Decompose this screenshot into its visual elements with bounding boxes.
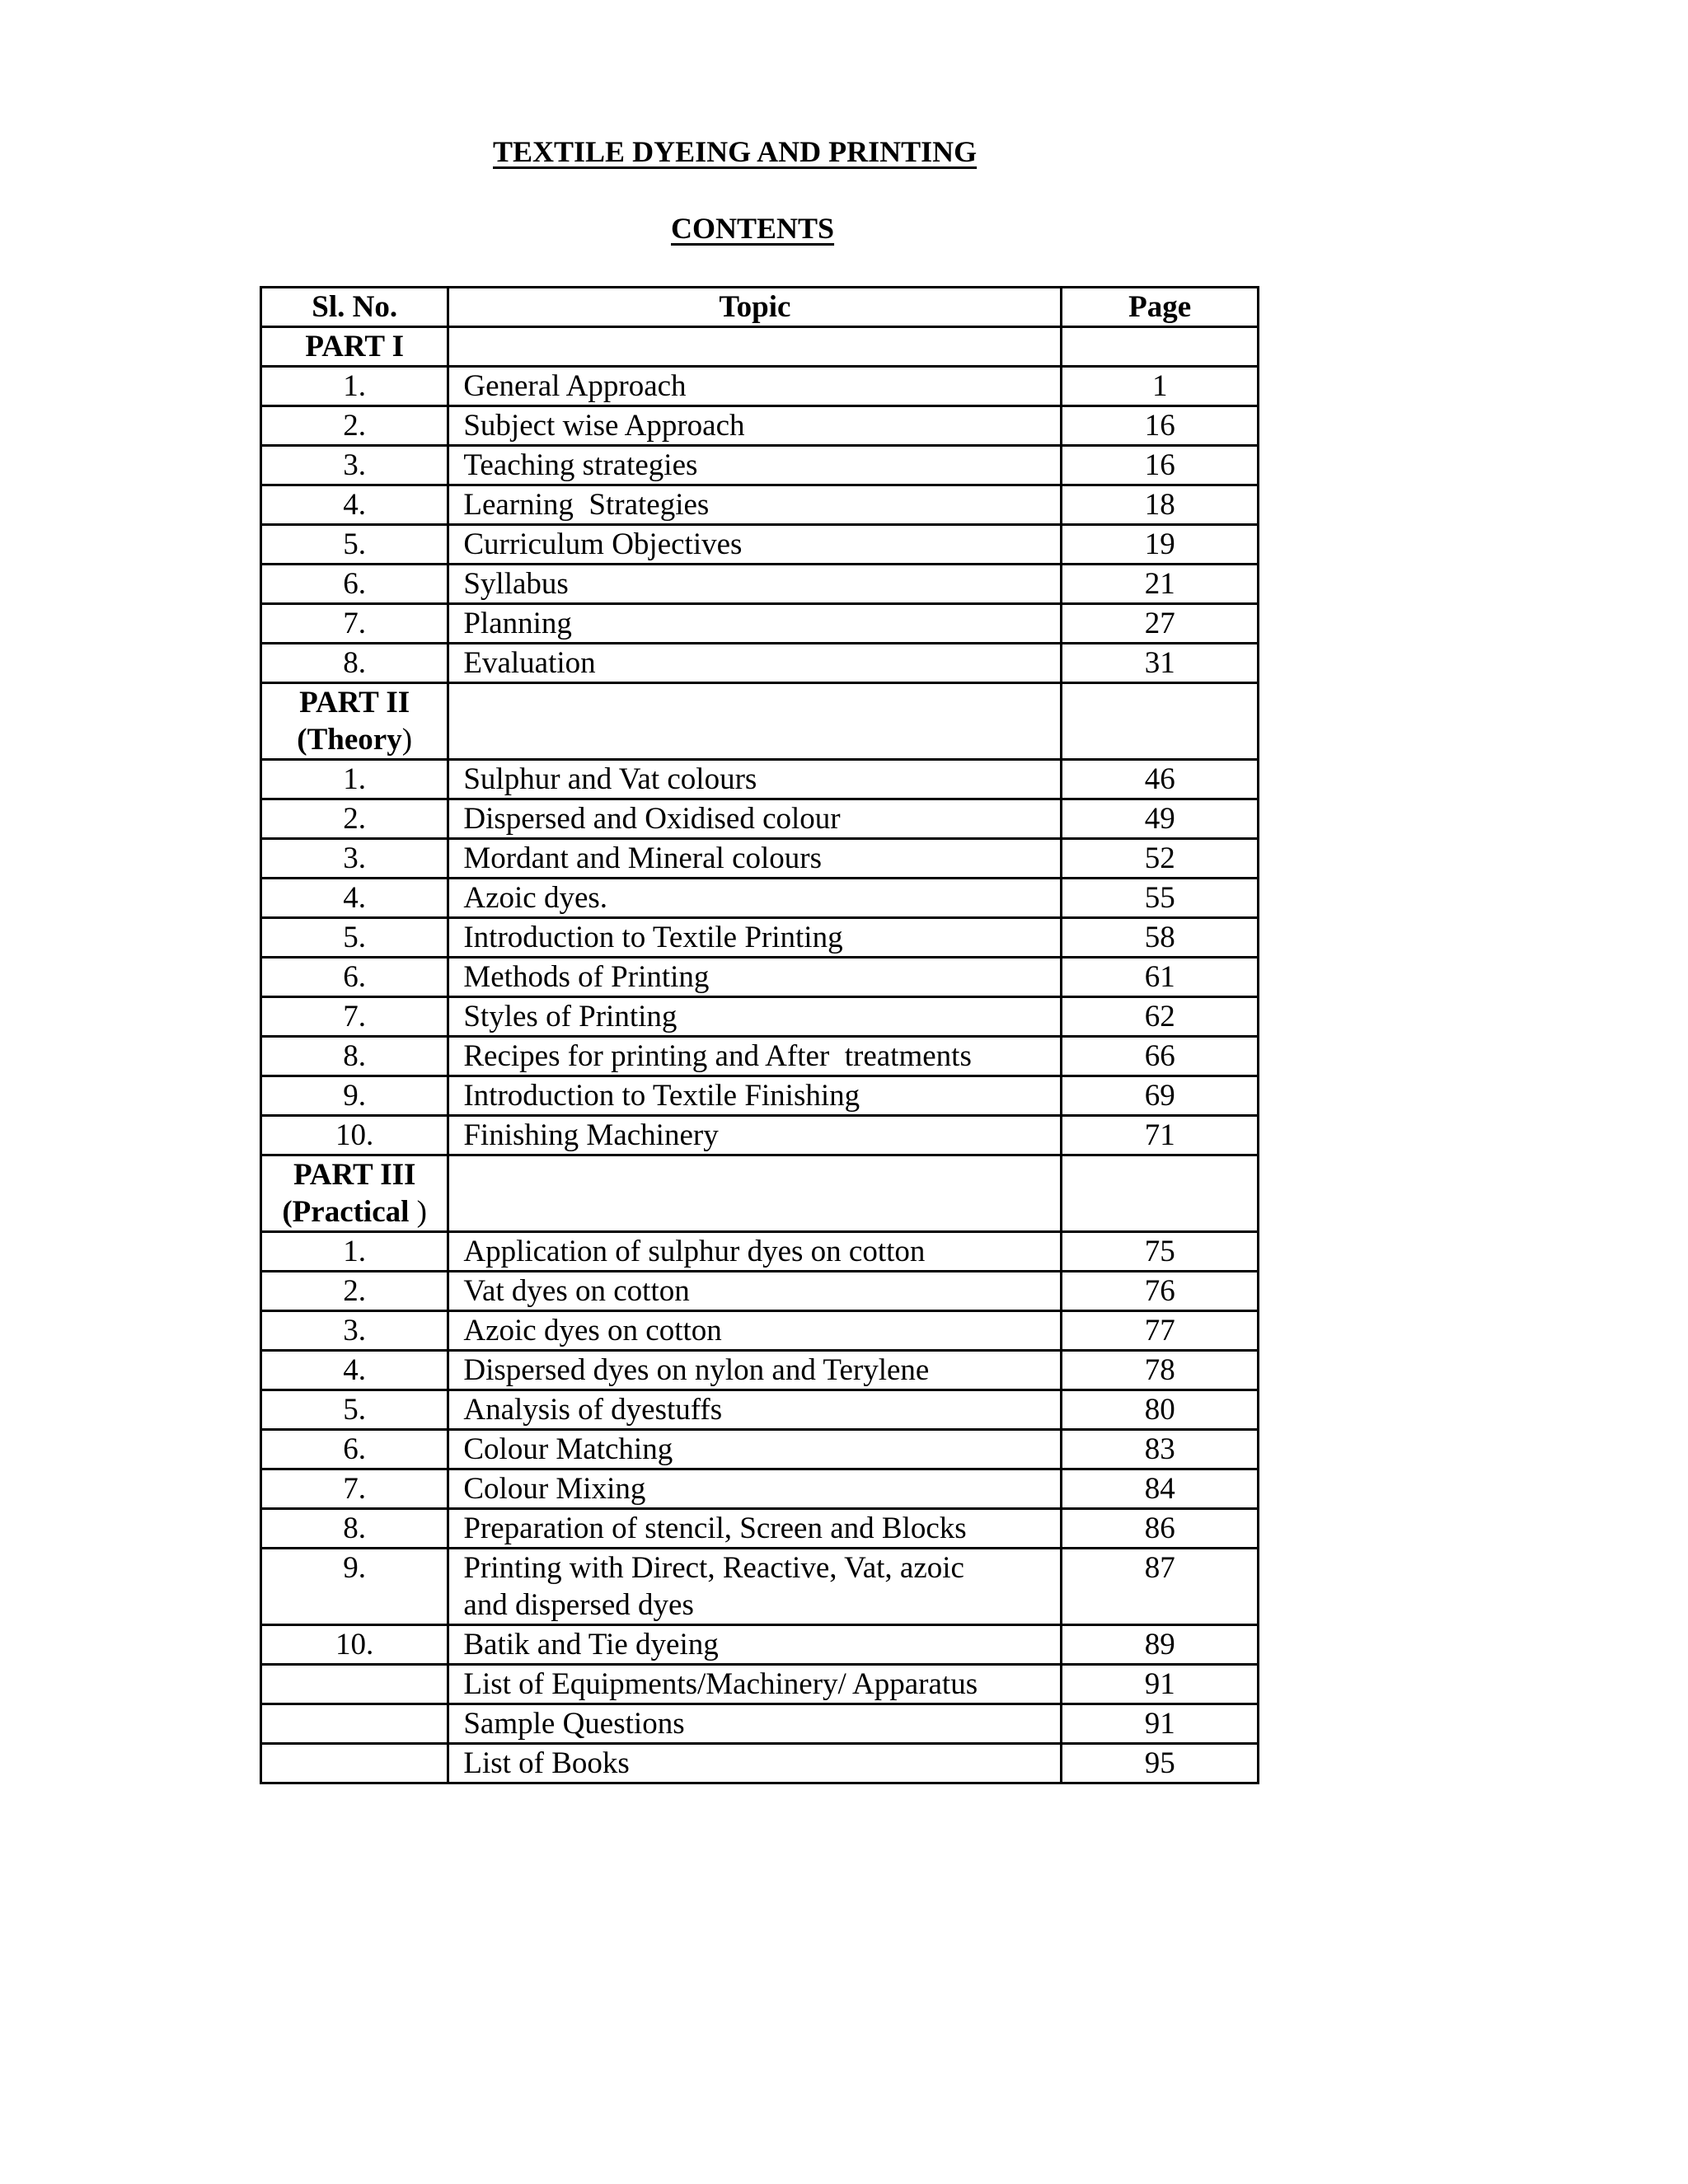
row-page: 55 bbox=[1062, 879, 1259, 918]
part-3-label bbox=[261, 1155, 448, 1232]
table-row bbox=[261, 997, 1259, 1037]
table-row bbox=[261, 1116, 1259, 1155]
table-row bbox=[261, 760, 1259, 799]
row-number: 8. bbox=[261, 1509, 448, 1549]
table-row bbox=[261, 1469, 1259, 1509]
row-topic-line-2: and dispersed dyes bbox=[463, 1588, 694, 1622]
row-page: 49 bbox=[1062, 799, 1259, 839]
row-topic-line-1: Printing with Direct, Reactive, Vat, azoic bbox=[463, 1551, 964, 1585]
table-row bbox=[261, 525, 1259, 565]
row-topic: Colour Matching bbox=[448, 1430, 1062, 1469]
table-row bbox=[261, 1311, 1259, 1351]
contents-table bbox=[260, 286, 1259, 1784]
row-topic: Curriculum Objectives bbox=[448, 525, 1062, 565]
table-row bbox=[261, 367, 1259, 406]
document-title: TEXTILE DYEING AND PRINTING bbox=[493, 135, 978, 168]
table-row bbox=[261, 958, 1259, 997]
row-number bbox=[261, 1744, 448, 1783]
empty-cell bbox=[1062, 1155, 1259, 1232]
row-page: 75 bbox=[1062, 1232, 1259, 1272]
empty-cell bbox=[448, 327, 1062, 367]
row-topic: Preparation of stencil, Screen and Blocks bbox=[448, 1509, 1062, 1549]
row-topic: Evaluation bbox=[448, 644, 1062, 683]
part-3-subtitle-text: (Practical bbox=[282, 1195, 410, 1229]
row-number: 7. bbox=[261, 1469, 448, 1509]
table-row bbox=[261, 644, 1259, 683]
row-topic: Dispersed and Oxidised colour bbox=[448, 799, 1062, 839]
part-2-subtitle bbox=[262, 721, 447, 758]
table-row bbox=[261, 604, 1259, 644]
row-page: 91 bbox=[1062, 1665, 1259, 1704]
row-topic: Planning bbox=[448, 604, 1062, 644]
row-number: 5. bbox=[261, 918, 448, 958]
header-page: Page bbox=[1062, 288, 1259, 327]
row-page: 58 bbox=[1062, 918, 1259, 958]
row-topic: Colour Mixing bbox=[448, 1469, 1062, 1509]
empty-cell bbox=[1062, 683, 1259, 760]
row-topic: Dispersed dyes on nylon and Terylene bbox=[448, 1351, 1062, 1390]
row-topic: List of Books bbox=[448, 1744, 1062, 1783]
row-page: 18 bbox=[1062, 485, 1259, 525]
row-page: 86 bbox=[1062, 1509, 1259, 1549]
row-page: 80 bbox=[1062, 1390, 1259, 1430]
row-number: 7. bbox=[261, 604, 448, 644]
row-number: 3. bbox=[261, 1311, 448, 1351]
row-topic: Sample Questions bbox=[448, 1704, 1062, 1744]
table-row bbox=[261, 1390, 1259, 1430]
row-page: 83 bbox=[1062, 1430, 1259, 1469]
row-page: 31 bbox=[1062, 644, 1259, 683]
row-number: 9. bbox=[261, 1549, 448, 1625]
empty-cell bbox=[448, 1155, 1062, 1232]
table-row bbox=[261, 1351, 1259, 1390]
row-page: 19 bbox=[1062, 525, 1259, 565]
row-number: 2. bbox=[261, 1272, 448, 1311]
header-sl-no: Sl. No. bbox=[261, 288, 448, 327]
row-number: 1. bbox=[261, 760, 448, 799]
row-topic: Analysis of dyestuffs bbox=[448, 1390, 1062, 1430]
row-page: 16 bbox=[1062, 446, 1259, 485]
row-topic: Azoic dyes. bbox=[448, 879, 1062, 918]
row-number: 3. bbox=[261, 839, 448, 879]
contents-heading: CONTENTS bbox=[671, 212, 835, 245]
table-row bbox=[261, 879, 1259, 918]
row-page: 71 bbox=[1062, 1116, 1259, 1155]
part-2-subtitle-text: (Theory bbox=[297, 723, 402, 757]
part-3-subtitle-close: ) bbox=[409, 1195, 427, 1229]
row-page: 78 bbox=[1062, 1351, 1259, 1390]
table-row bbox=[261, 1704, 1259, 1744]
part-row bbox=[261, 327, 1259, 367]
row-page: 52 bbox=[1062, 839, 1259, 879]
table-row bbox=[261, 446, 1259, 485]
header-row bbox=[261, 288, 1259, 327]
row-number: 7. bbox=[261, 997, 448, 1037]
table-row bbox=[261, 1744, 1259, 1783]
row-topic: Sulphur and Vat colours bbox=[448, 760, 1062, 799]
row-number: 9. bbox=[261, 1076, 448, 1116]
row-topic: Syllabus bbox=[448, 565, 1062, 604]
row-page: 66 bbox=[1062, 1037, 1259, 1076]
empty-cell bbox=[448, 683, 1062, 760]
row-number: 1. bbox=[261, 367, 448, 406]
table-row bbox=[261, 1232, 1259, 1272]
row-number bbox=[261, 1665, 448, 1704]
row-number: 8. bbox=[261, 1037, 448, 1076]
row-number: 4. bbox=[261, 485, 448, 525]
row-number: 2. bbox=[261, 406, 448, 446]
row-topic: Learning Strategies bbox=[448, 485, 1062, 525]
table-row bbox=[261, 406, 1259, 446]
part-2-label bbox=[261, 683, 448, 760]
row-topic: Azoic dyes on cotton bbox=[448, 1311, 1062, 1351]
row-page: 77 bbox=[1062, 1311, 1259, 1351]
row-topic: Vat dyes on cotton bbox=[448, 1272, 1062, 1311]
row-number: 5. bbox=[261, 1390, 448, 1430]
row-topic: Subject wise Approach bbox=[448, 406, 1062, 446]
table-row bbox=[261, 839, 1259, 879]
row-page: 16 bbox=[1062, 406, 1259, 446]
row-page: 76 bbox=[1062, 1272, 1259, 1311]
row-number: 8. bbox=[261, 644, 448, 683]
row-page: 69 bbox=[1062, 1076, 1259, 1116]
row-page: 21 bbox=[1062, 565, 1259, 604]
row-number: 1. bbox=[261, 1232, 448, 1272]
table-row bbox=[261, 1076, 1259, 1116]
table-row bbox=[261, 565, 1259, 604]
row-page: 84 bbox=[1062, 1469, 1259, 1509]
row-number: 6. bbox=[261, 565, 448, 604]
row-topic: List of Equipments/Machinery/ Apparatus bbox=[448, 1665, 1062, 1704]
row-number: 10. bbox=[261, 1116, 448, 1155]
table-row bbox=[261, 1665, 1259, 1704]
row-page: 61 bbox=[1062, 958, 1259, 997]
row-topic bbox=[448, 1549, 1062, 1625]
row-topic: Methods of Printing bbox=[448, 958, 1062, 997]
row-page: 27 bbox=[1062, 604, 1259, 644]
empty-cell bbox=[1062, 327, 1259, 367]
row-number: 6. bbox=[261, 1430, 448, 1469]
row-number: 3. bbox=[261, 446, 448, 485]
part-1-label: PART I bbox=[261, 327, 448, 367]
part-2-title: PART II bbox=[299, 686, 410, 719]
table-row bbox=[261, 1430, 1259, 1469]
row-page: 95 bbox=[1062, 1744, 1259, 1783]
row-page: 46 bbox=[1062, 760, 1259, 799]
row-number bbox=[261, 1704, 448, 1744]
row-topic: Mordant and Mineral colours bbox=[448, 839, 1062, 879]
row-topic: Styles of Printing bbox=[448, 997, 1062, 1037]
table-row bbox=[261, 485, 1259, 525]
part-row bbox=[261, 1155, 1259, 1232]
table-row bbox=[261, 1037, 1259, 1076]
table-row bbox=[261, 1625, 1259, 1665]
header-topic: Topic bbox=[448, 288, 1062, 327]
part-3-subtitle bbox=[262, 1193, 447, 1230]
row-number: 5. bbox=[261, 525, 448, 565]
row-page: 1 bbox=[1062, 367, 1259, 406]
row-topic: Finishing Machinery bbox=[448, 1116, 1062, 1155]
row-number: 6. bbox=[261, 958, 448, 997]
row-topic: Application of sulphur dyes on cotton bbox=[448, 1232, 1062, 1272]
table-row bbox=[261, 799, 1259, 839]
row-topic: Recipes for printing and After treatments bbox=[448, 1037, 1062, 1076]
row-number: 2. bbox=[261, 799, 448, 839]
row-topic: Introduction to Textile Finishing bbox=[448, 1076, 1062, 1116]
part-2-subtitle-close: ) bbox=[401, 723, 413, 757]
row-number: 4. bbox=[261, 1351, 448, 1390]
table-row bbox=[261, 1549, 1259, 1625]
part-3-title: PART III bbox=[293, 1158, 416, 1192]
table-row bbox=[261, 1272, 1259, 1311]
table-row bbox=[261, 1509, 1259, 1549]
row-topic: Batik and Tie dyeing bbox=[448, 1625, 1062, 1665]
part-row bbox=[261, 683, 1259, 760]
row-page: 89 bbox=[1062, 1625, 1259, 1665]
row-topic: Teaching strategies bbox=[448, 446, 1062, 485]
row-page: 91 bbox=[1062, 1704, 1259, 1744]
row-topic: Introduction to Textile Printing bbox=[448, 918, 1062, 958]
table-row bbox=[261, 918, 1259, 958]
row-number: 10. bbox=[261, 1625, 448, 1665]
row-topic: General Approach bbox=[448, 367, 1062, 406]
row-number: 4. bbox=[261, 879, 448, 918]
row-page: 62 bbox=[1062, 997, 1259, 1037]
row-page: 87 bbox=[1062, 1549, 1259, 1625]
